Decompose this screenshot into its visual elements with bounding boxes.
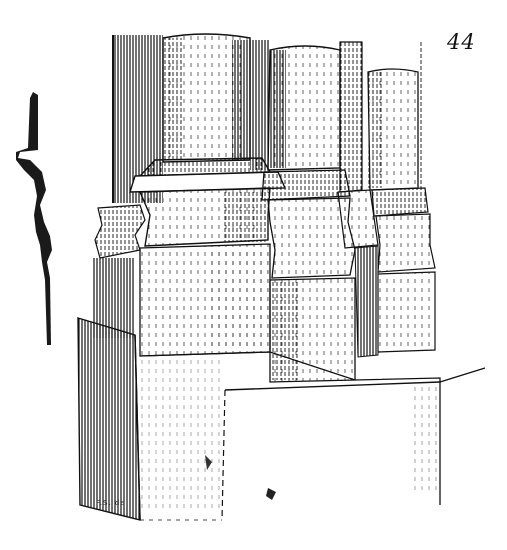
moulding-profile: [16, 92, 52, 345]
right-column: [368, 69, 435, 352]
artist-signature: F.S. del: [96, 499, 129, 507]
plate-number: 44: [447, 30, 476, 54]
